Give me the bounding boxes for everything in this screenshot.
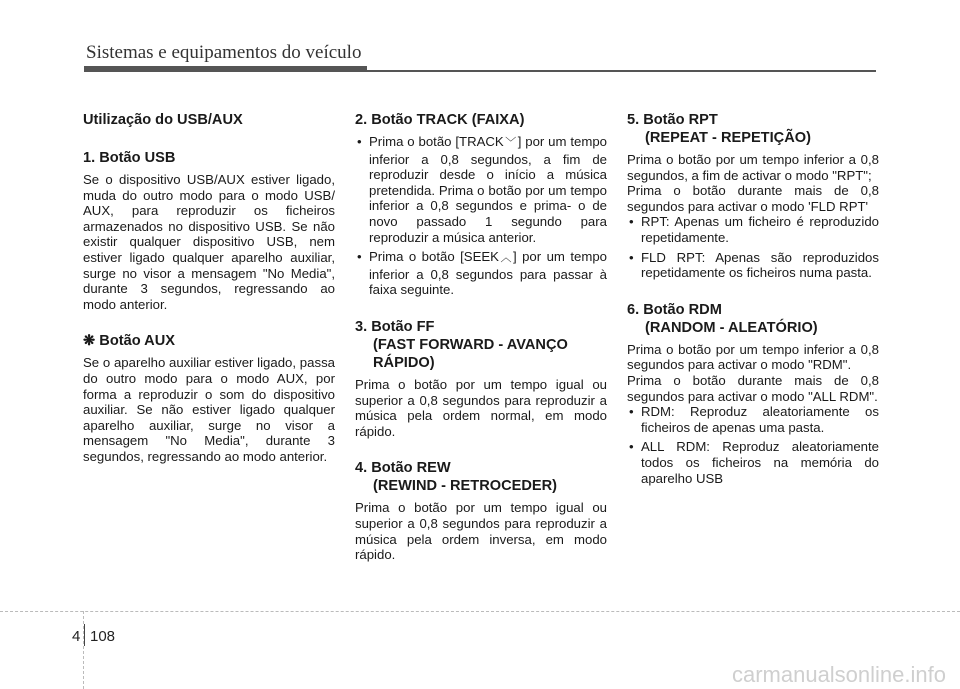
- list-item: • RPT: Apenas um ficheiro é reproduzido repetidamente.: [627, 214, 879, 245]
- rpt-text-2: Prima o botão durante mais de 0,8 segundos para activar o modo 'FLD RPT': [627, 183, 879, 214]
- seek-bullet-text-a: Prima o botão [SEEK: [369, 249, 499, 265]
- column-1: [83, 111, 335, 465]
- list-item: • FLD RPT: Apenas são reproduzidos repetidamente os ficheiros numa pasta.: [627, 250, 879, 281]
- track-bullet-list: [355, 134, 607, 298]
- rdm-text-2: Prima o botão durante mais de 0,8 segundos para activar o modo "ALL RDM".: [627, 372, 879, 404]
- rdm-bullet-list: [627, 404, 879, 486]
- footer-divider: [0, 611, 960, 612]
- footer-margin-line: [83, 611, 84, 689]
- ff-heading-label: 3. Botão FF: [355, 318, 435, 335]
- header-bar-thin: [84, 70, 876, 72]
- rew-heading-label: 4. Botão REW: [355, 460, 451, 477]
- column-3: [627, 111, 879, 490]
- rdm-text-1: Prima o botão por um tempo inferior a 0,8 segundos para activar o modo "RDM".: [627, 341, 879, 373]
- rpt-heading-subtitle: (REPEAT - REPETIÇÃO): [645, 130, 811, 146]
- track-bullet-text-b: ] por um tempo inferior a 0,8 segundos, a fim de reproduzir desde o início a música pretendida. Prima o botão por um tempo inferior a 0,8 segundos e prima- o de novo passado 1 segundo para reproduzir a música anterior.: [369, 134, 607, 245]
- list-item: • RDM: Reproduz aleatoriamente os ficheiros de apenas uma pasta.: [627, 404, 879, 435]
- rpt-heading-label: 5. Botão RPT: [627, 112, 718, 128]
- column-2: [355, 111, 607, 563]
- rpt-bullet-list: [627, 214, 879, 280]
- page-number: 108: [90, 628, 116, 645]
- rew-heading: [355, 459, 607, 495]
- chevron-up-icon: ︿: [500, 252, 512, 265]
- track-bullet-text-a: Prima o botão [TRACK: [369, 134, 504, 149]
- chapter-number: 4: [72, 628, 81, 645]
- aux-text: Se o aparelho auxiliar estiver ligado, passa do outro modo para o modo AUX, por forma a reproduzir o som do dispositivo auxiliar. Se não estiver ligado qualquer aparelho auxiliar, surge no visor a mensagem "No Media", durante 3 segundos, regressando ao modo anterior.: [83, 355, 335, 464]
- rew-heading-subtitle: (REWIND - RETROCEDER): [373, 478, 558, 495]
- rpt-text-1: Prima o botão por um tempo inferior a 0,8 segundos, a fim de activar o modo "RPT";: [627, 152, 879, 183]
- rpt-heading: [627, 111, 879, 147]
- rdm-heading-label: 6. Botão RDM: [627, 301, 722, 318]
- ff-heading-subtitle: (FAST FORWARD - AVANÇO RÁPIDO): [373, 336, 568, 371]
- rdm-heading: [627, 301, 879, 337]
- page-number-divider: [84, 624, 85, 646]
- usb-heading: 1. Botão USB: [83, 150, 176, 166]
- ff-text: Prima o botão por um tempo igual ou superior a 0,8 segundos para reproduzir a música pela ordem normal, em modo rápido.: [355, 376, 607, 439]
- header-title: Sistemas e equipamentos do veículo: [86, 42, 362, 63]
- usb-text: Se o dispositivo USB/AUX estiver ligado, muda do outro modo para o modo USB/ AUX, para reproduzir os ficheiros armazenados no dispositivo USB. Se não existir qualquer dispositivo USB, nem estiver ligado qualquer aparelho auxiliar, surge no visor a mensagem "No Media", durante 3 segundos, regressando ao modo anterior.: [83, 172, 335, 312]
- rdm-heading-subtitle: (RANDOM - ALEATÓRIO): [645, 319, 818, 336]
- aux-symbol-icon: ❋: [83, 333, 96, 350]
- list-item: • ALL RDM: Reproduz aleatoriamente todos os ficheiros na memória do aparelho USB: [627, 439, 879, 486]
- track-heading: 2. Botão TRACK (FAIXA): [355, 112, 525, 128]
- list-item: [355, 134, 607, 245]
- aux-heading-label: Botão AUX: [99, 333, 175, 350]
- section-title: Utilização do USB/AUX: [83, 112, 243, 128]
- ff-heading: [355, 318, 607, 372]
- seek-bullet-text-b: ] por um tempo inferior a 0,8 segundos para passar à faixa seguinte.: [369, 249, 607, 298]
- chevron-down-icon: ﹀: [505, 137, 517, 149]
- watermark: carmanualsonline.info: [731, 662, 946, 687]
- rew-text: Prima o botão por um tempo igual ou superior a 0,8 segundos para reproduzir a música pela ordem inversa, em modo rápido.: [355, 500, 607, 563]
- aux-heading: [83, 332, 335, 350]
- list-item: [355, 249, 607, 298]
